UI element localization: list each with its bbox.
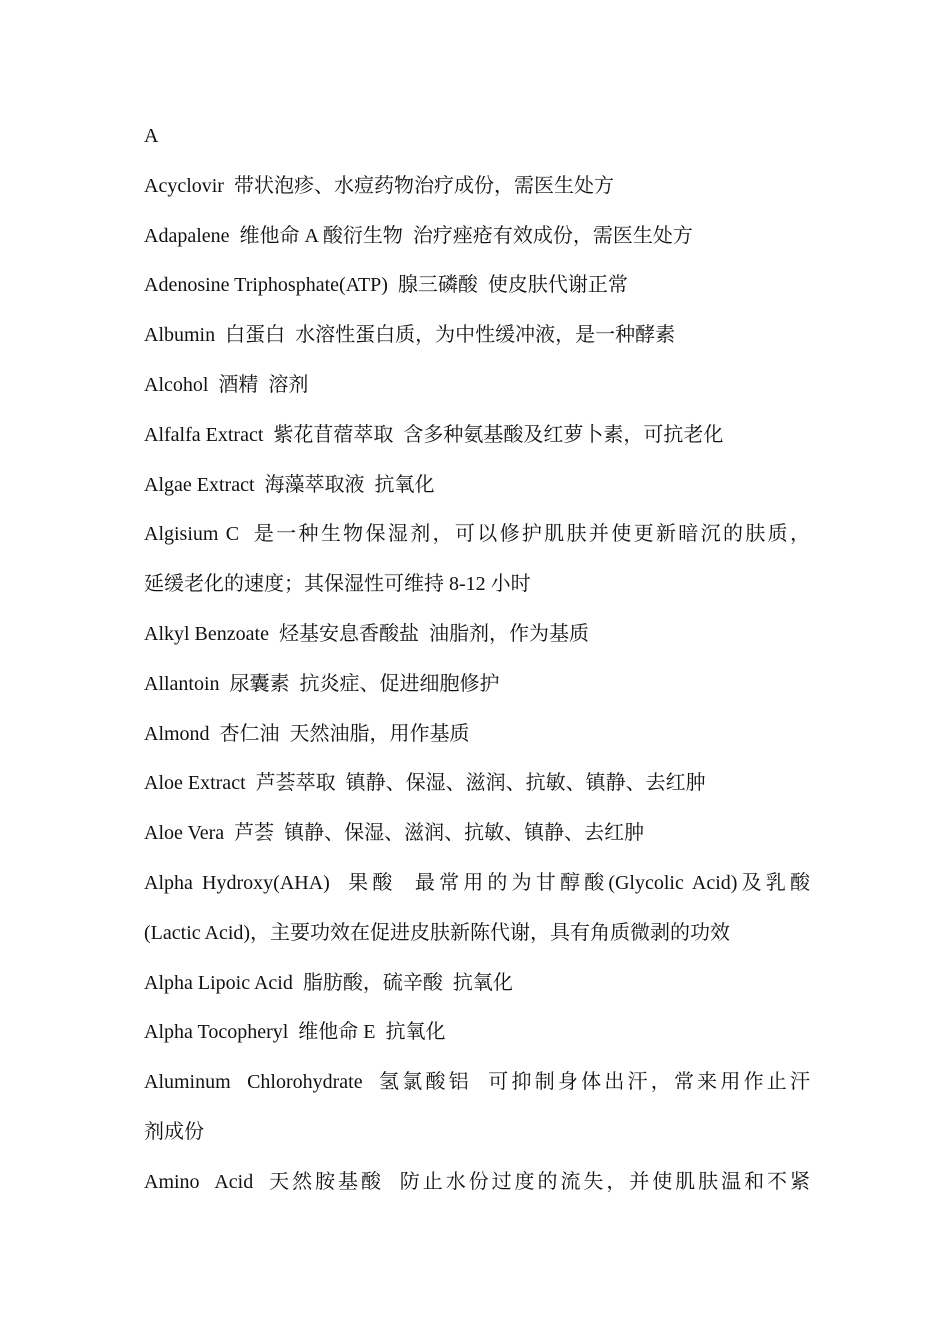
entry-line: Aloe Extract 芦荟萃取 镇静、保湿、滋润、抗敏、镇静、去红肿 <box>144 772 706 795</box>
entry-line: Allantoin 尿囊素 抗炎症、促进细胞修护 <box>144 672 500 695</box>
entry-line: Adapalene 维他命 A 酸衍生物 治疗痤疮有效成份，需医生处方 <box>144 224 693 247</box>
entry-line: Alpha Hydroxy(AHA) 果酸 最常用的为甘醇酸(Glycolic Acid)及乳酸 <box>144 871 810 894</box>
entry-line: Algae Extract 海藻萃取液 抗氧化 <box>144 473 435 496</box>
entry-line: Adenosine Triphosphate(ATP) 腺三磷酸 使皮肤代谢正常 <box>144 274 628 297</box>
entry-line: Alpha Lipoic Acid 脂肪酸，硫辛酸 抗氧化 <box>144 971 513 994</box>
entry-line: Almond 杏仁油 天然油脂，用作基质 <box>144 722 470 745</box>
entry-line: Amino Acid 天然胺基酸 防止水份过度的流失，并使肌肤温和不紧 <box>144 1170 810 1193</box>
entry-line: 延缓老化的速度；其保湿性可维持 8-12 小时 <box>144 573 531 596</box>
entry-line: (Lactic Acid)，主要功效在促进皮肤新陈代谢，具有角质微剥的功效 <box>144 921 731 944</box>
entry-line: Aluminum Chlorohydrate 氢氯酸铝 可抑制身体出汗，常来用作止汗 <box>144 1071 810 1094</box>
entry-line: Acyclovir 带状泡疹、水痘药物治疗成份，需医生处方 <box>144 174 614 197</box>
entry-line: Alpha Tocopheryl 维他命 E 抗氧化 <box>144 1021 446 1044</box>
entry-line: Algisium C 是一种生物保湿剂，可以修护肌肤并使更新暗沉的肤质， <box>144 523 810 546</box>
entry-line: Alcohol 酒精 溶剂 <box>144 373 309 396</box>
entry-line: Aloe Vera 芦荟 镇静、保湿、滋润、抗敏、镇静、去红肿 <box>144 822 645 845</box>
entry-line: Alfalfa Extract 紫花苜蓿萃取 含多种氨基酸及红萝卜素，可抗老化 <box>144 423 724 446</box>
entry-line: Albumin 白蛋白 水溶性蛋白质，为中性缓冲液，是一种酵素 <box>144 324 676 347</box>
entry-line: 剂成份 <box>144 1120 204 1143</box>
glossary-text <box>144 112 810 1208</box>
section-heading: A <box>144 125 159 147</box>
entry-line: Alkyl Benzoate 烃基安息香酸盐 油脂剂，作为基质 <box>144 622 589 645</box>
